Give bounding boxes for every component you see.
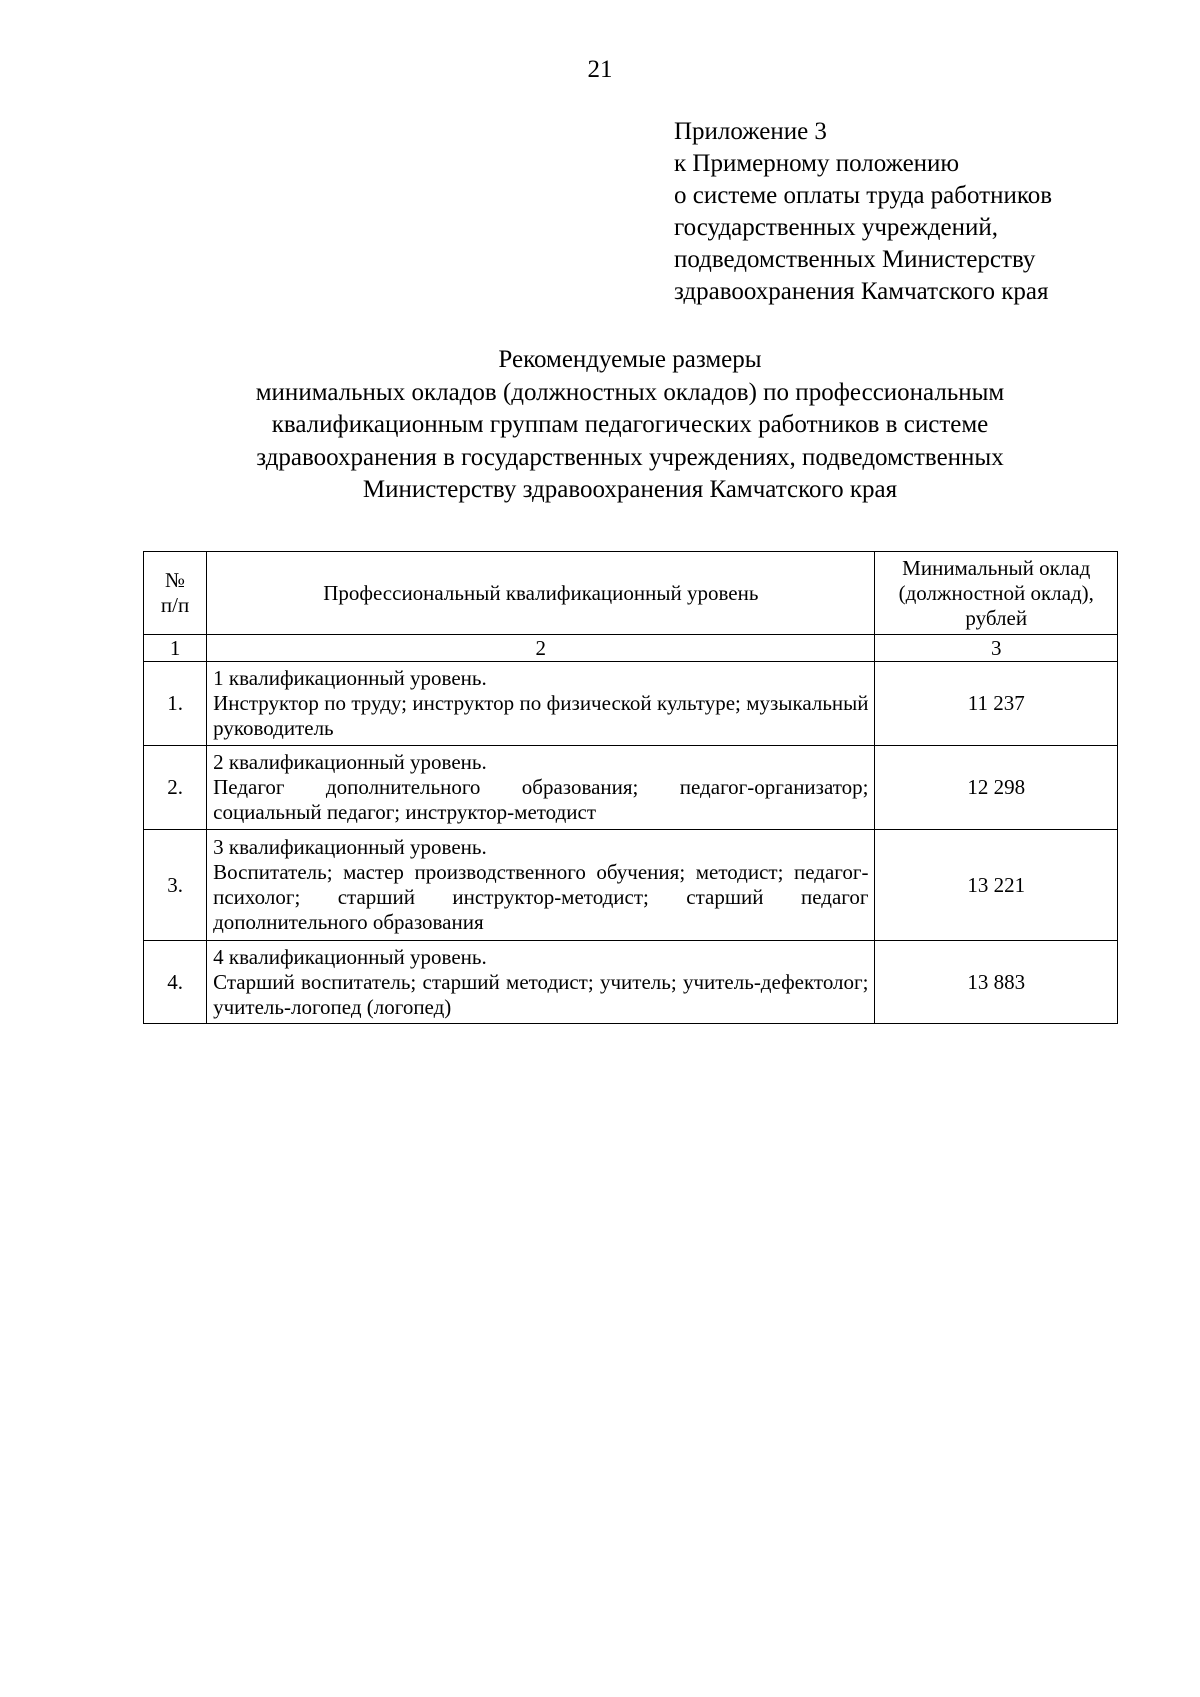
row-number: 3. xyxy=(144,830,207,941)
row-number: 2. xyxy=(144,746,207,830)
appendix-line: Приложение 3 xyxy=(674,118,827,145)
title-line: здравоохранения в государственных учреждениях, подведомственных xyxy=(256,443,1004,471)
table-row xyxy=(144,662,1118,746)
row-salary: 13 883 xyxy=(875,941,1118,1024)
positions-list: Воспитатель; мастер производственного обучения; методист; педагог-психолог; старший инструктор-методист; старший педагог дополнительного образования xyxy=(213,860,869,934)
table-row xyxy=(144,941,1118,1024)
qualification-level: 1 квалификационный уровень. xyxy=(213,666,487,690)
appendix-line: о системе оплаты труда работников xyxy=(674,182,1053,209)
appendix-line: государственных учреждений, xyxy=(674,214,998,241)
appendix-line: подведомственных Министерству xyxy=(674,246,1036,273)
appendix-reference xyxy=(674,116,1194,308)
title-line: Министерству здравоохранения Камчатского края xyxy=(362,476,898,503)
header-number-abbr: п/п xyxy=(160,593,190,617)
salary-table xyxy=(143,551,1118,1024)
column-number: 1 xyxy=(144,635,207,662)
page-number: 21 xyxy=(587,56,613,83)
document-title xyxy=(0,344,1200,507)
row-description xyxy=(207,746,875,830)
header-level: Профессиональный квалификационный уровень xyxy=(207,552,875,635)
qualification-level: 4 квалификационный уровень. xyxy=(213,944,487,969)
row-number: 4. xyxy=(144,941,207,1024)
table-row xyxy=(144,830,1118,941)
header-salary: Минимальный оклад (должностной оклад), рублей xyxy=(875,552,1118,635)
row-salary: 13 221 xyxy=(875,830,1118,941)
table-header-row xyxy=(144,552,1118,635)
positions-list: Инструктор по труду; инструктор по физической культуре; музыкальный руководитель xyxy=(213,691,869,740)
row-number: 1. xyxy=(144,662,207,746)
row-description xyxy=(207,662,875,746)
header-number xyxy=(144,552,207,635)
column-number: 2 xyxy=(207,635,875,662)
column-number: 3 xyxy=(875,635,1118,662)
appendix-line: здравоохранения Камчатского края xyxy=(674,278,1049,305)
row-salary: 11 237 xyxy=(875,662,1118,746)
row-salary: 12 298 xyxy=(875,746,1118,830)
title-line: Рекомендуемые размеры xyxy=(498,346,762,373)
header-number-sign: № xyxy=(165,568,186,592)
appendix-line: к Примерному положению xyxy=(674,150,960,177)
positions-list: Старший воспитатель; старший методист; учитель; учитель-дефектолог; учитель-логопед (логопед) xyxy=(213,969,869,1019)
positions-list: Педагог дополнительного образования; педагог-организатор; социальный педагог; инструктор-методист xyxy=(213,775,869,824)
title-line: минимальных окладов (должностных окладов) по профессиональным xyxy=(255,378,1005,406)
title-line: квалификационным группам педагогических работников в системе xyxy=(271,411,989,438)
row-description xyxy=(207,830,875,941)
row-description xyxy=(207,941,875,1024)
qualification-level: 3 квалификационный уровень. xyxy=(213,835,487,859)
qualification-level: 2 квалификационный уровень. xyxy=(213,750,487,774)
column-number-row xyxy=(144,635,1118,662)
table-row xyxy=(144,746,1118,830)
